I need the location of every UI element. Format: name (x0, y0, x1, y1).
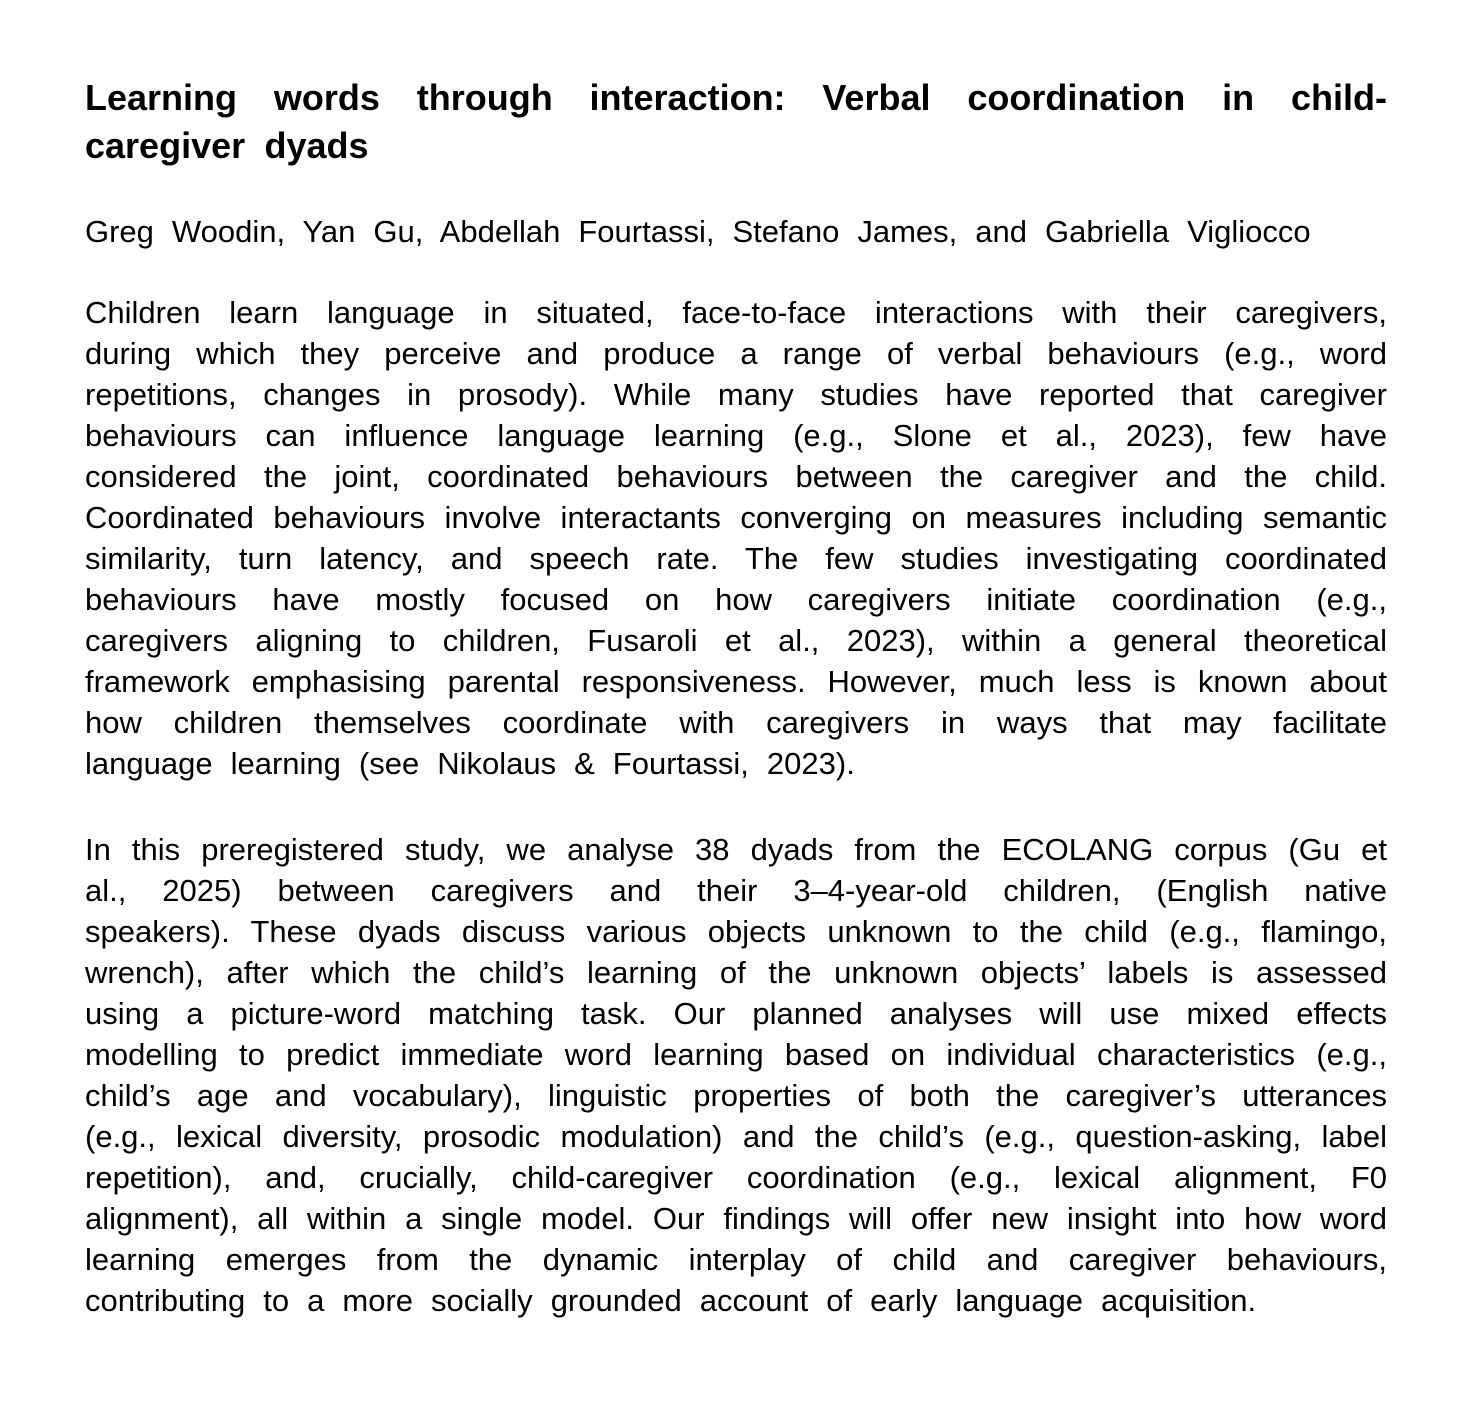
authors-line: Greg Woodin, Yan Gu, Abdellah Fourtassi, Stefano James, and Gabriella Vigliocco (85, 214, 1311, 249)
abstract-paragraph-1: Children learn language in situated, face-to-face interactions with their caregivers, during which they perceive and produce a range of verbal behaviours (e.g., word repetitions, changes in prosody). While many studies have reported that caregiver behaviours can influence language learning (e.g., Slone et al., 2023), few have considered the joint, coordinated behaviours between the caregiver and the child. Coordinated behaviours involve interactants converging on measures including semantic similarity, turn latency, and speech rate. The few studies investigating coordinated behaviours have mostly focused on how caregivers initiate coordination (e.g., caregivers aligning to children, Fusaroli et al., 2023), within a general theoretical framework emphasising parental responsiveness. However, much less is known about how children themselves coordinate with caregivers in ways that may facilitate language learning (see Nikolaus & Fourtassi, 2023). (85, 295, 1387, 781)
abstract-paragraph-2: In this preregistered study, we analyse 38 dyads from the ECOLANG corpus (Gu et al., 2025) between caregivers and their 3–4-year-old children, (English native speakers). These dyads discuss various objects unknown to the child (e.g., flamingo, wrench), after which the child’s learning of the unknown objects’ labels is assessed using a picture-word matching task. Our planned analyses will use mixed effects modelling to predict immediate word learning based on individual characteristics (e.g., child’s age and vocabulary), linguistic properties of both the caregiver’s utterances (e.g., lexical diversity, prosodic modulation) and the child’s (e.g., question-asking, label repetition), and, crucially, child-caregiver coordination (e.g., lexical alignment, F0 alignment), all within a single model. Our findings will offer new insight into how word learning emerges from the dynamic interplay of child and caregiver behaviours, contributing to a more socially grounded account of early language acquisition. (85, 832, 1387, 1318)
paper-title: Learning words through interaction: Verbal coordination in child-caregiver dyads (85, 77, 1387, 166)
